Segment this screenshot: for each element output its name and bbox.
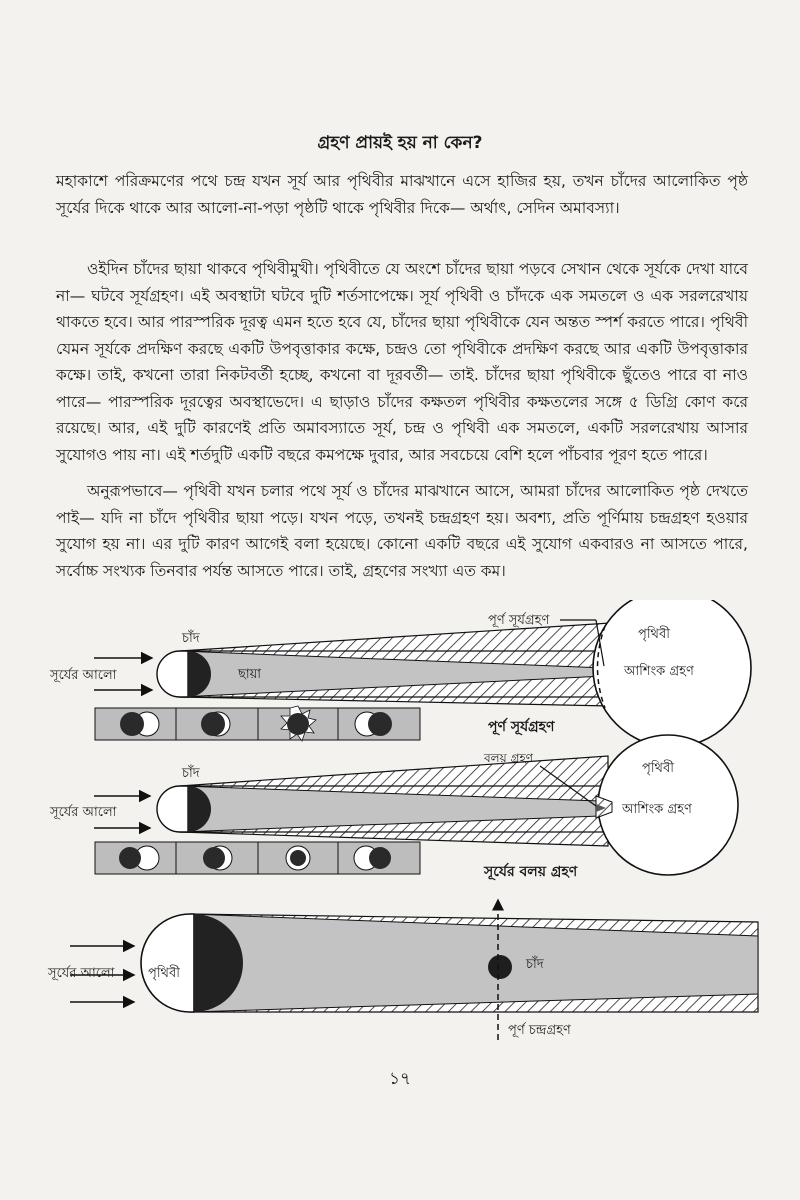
lunar-eclipse-diagram [47,900,758,1040]
annular-pointer-label: বলয় গ্রহণ [484,751,534,765]
moon-shape [157,786,188,832]
page-number: ১৭ [388,1069,412,1089]
paragraph-solar-eclipse: ওইদিন চাঁদের ছায়া থাকবে পৃথিবীমুখী। পৃথিবীতে যে অংশে চাঁদের ছায়া পড়বে সেখান থেকে সূর্যকে দেখা যাবে না— ঘটবে সূর্যগ্রহণ। এই অবস্থাটা ঘটবে দুটি শর্তসাপেক্ষে। সূর্য পৃথিবী ও চাঁদকে এক সমতলে ও এক সরলরেখায় থাকতে হবে। আর পারস্পরিক দূরত্ব এমন হতে হবে যে, চাঁদের ছায়া পৃথিবীকে যেন অন্তত স্পর্শ করতে পারে। পৃথিবী যেমন সূর্যকে প্রদক্ষিণ করছে একটি উপবৃত্তাকার কক্ষে, চন্দ্রও তো পৃথিবীকে প্রদক্ষিণ করছে আর একটি উপবৃত্তাকার কক্ষে। তাই, কখনো তারা নিকটবর্তী হচ্ছে, কখনো বা দূরবর্তী— তাই. চাঁদের ছায়া পৃথিবীকে ছুঁতেও পারে বা নাও পারে— পারস্পরিক দূরত্বের অবস্থাভেদে। এ ছাড়াও চাঁদের কক্ষতল পৃথিবীর কক্ষতলের সঙ্গে ৫ ডিগ্রি কোণ করে রয়েছে। আর, এই দুটি কারণেই প্রতি অমাবস্যাতে সূর্য, চন্দ্র ও পৃথিবী এক সমতলে, একটি সরলরেখায় আসার সুযোগও পায় না। এই শর্তদুটি একটি বছরে কমপক্ষে দুবার, আর সবচেয়ে বেশি হলে পাঁচবার পূরণ হতে পারে। [56,260,748,464]
moon-shape [157,651,188,697]
eclipse-figure [0,600,800,1060]
shadow-label: ছায়া [238,667,262,682]
moon-label: চাঁদ [182,766,200,781]
moon-label: চাঁদ [182,631,200,646]
lunar-eclipse-pointer-label: পূর্ণ চন্দ্রগ্রহণ [508,1023,571,1038]
page-title: গ্রহণ প্রায়ই হয় না কেন? [317,133,483,153]
sunlight-label: সূর্যের আলো [48,966,115,981]
earth-label: পৃথিবী [642,761,674,776]
annular-eclipse-diagram [49,735,738,881]
paragraph-lunar-eclipse: অনুরূপভাবে— পৃথিবী যখন চলার পথে সূর্য ও চাঁদের মাঝখানে আসে, আমরা চাঁদের আলোকিত পৃষ্ঠ দেখতে পাই— যদি না চাঁদে পৃথিবীর ছায়া পড়ে। যখন পড়ে, তখনই চন্দ্রগ্রহণ হয়। অবশ্য, প্রতি পূর্ণিমায় চন্দ্রগ্রহণ হওয়ার সুযোগ হয় না। এর দুটি কারণ আগেই বলা হয়েছে। কোনো একটি বছরে এই সুযোগ একবারও না আসতে পারে, সর্বোচ্চ সংখ্যক তিনবার পর্যন্ত আসতে পারে। তাই, গ্রহণের সংখ্যা এত কম। [56,482,748,580]
moon-label: চাঁদ [526,957,544,972]
sunlight-label: সূর্যের আলো [50,805,117,820]
total-solar-caption: পূর্ণ সূর্যগ্রহণ [488,719,555,735]
partial-eclipse-label: আশিংক গ্রহণ [624,664,694,679]
earth-shape [141,914,194,1012]
sunlight-label: সূর্যের আলো [50,668,117,683]
moon-disc [488,955,512,979]
earth-label: পৃথিবী [148,966,180,981]
total-eclipse-pointer-label: পূর্ণ সূর্যগ্রহণ [488,613,550,628]
annular-caption: সূর্যের বলয় গ্রহণ [484,864,578,880]
earth-label: পৃথিবী [638,627,670,642]
paragraph-new-moon: মহাকাশে পরিক্রমণের পথে চন্দ্র যখন সূর্য আর পৃথিবীর মাঝখানে এসে হাজির হয়, তখন চাঁদের আলোকিত পৃষ্ঠ সূর্যের দিকে থাকে আর আলো-না-পড়া পৃষ্ঠটি থাকে পৃথিবীর দিকে— অর্থাৎ, সেদিন অমাবস্যা। [56,172,748,217]
partial-eclipse-label: আশিংক গ্রহণ [622,802,692,817]
total-solar-eclipse-diagram [49,600,751,747]
